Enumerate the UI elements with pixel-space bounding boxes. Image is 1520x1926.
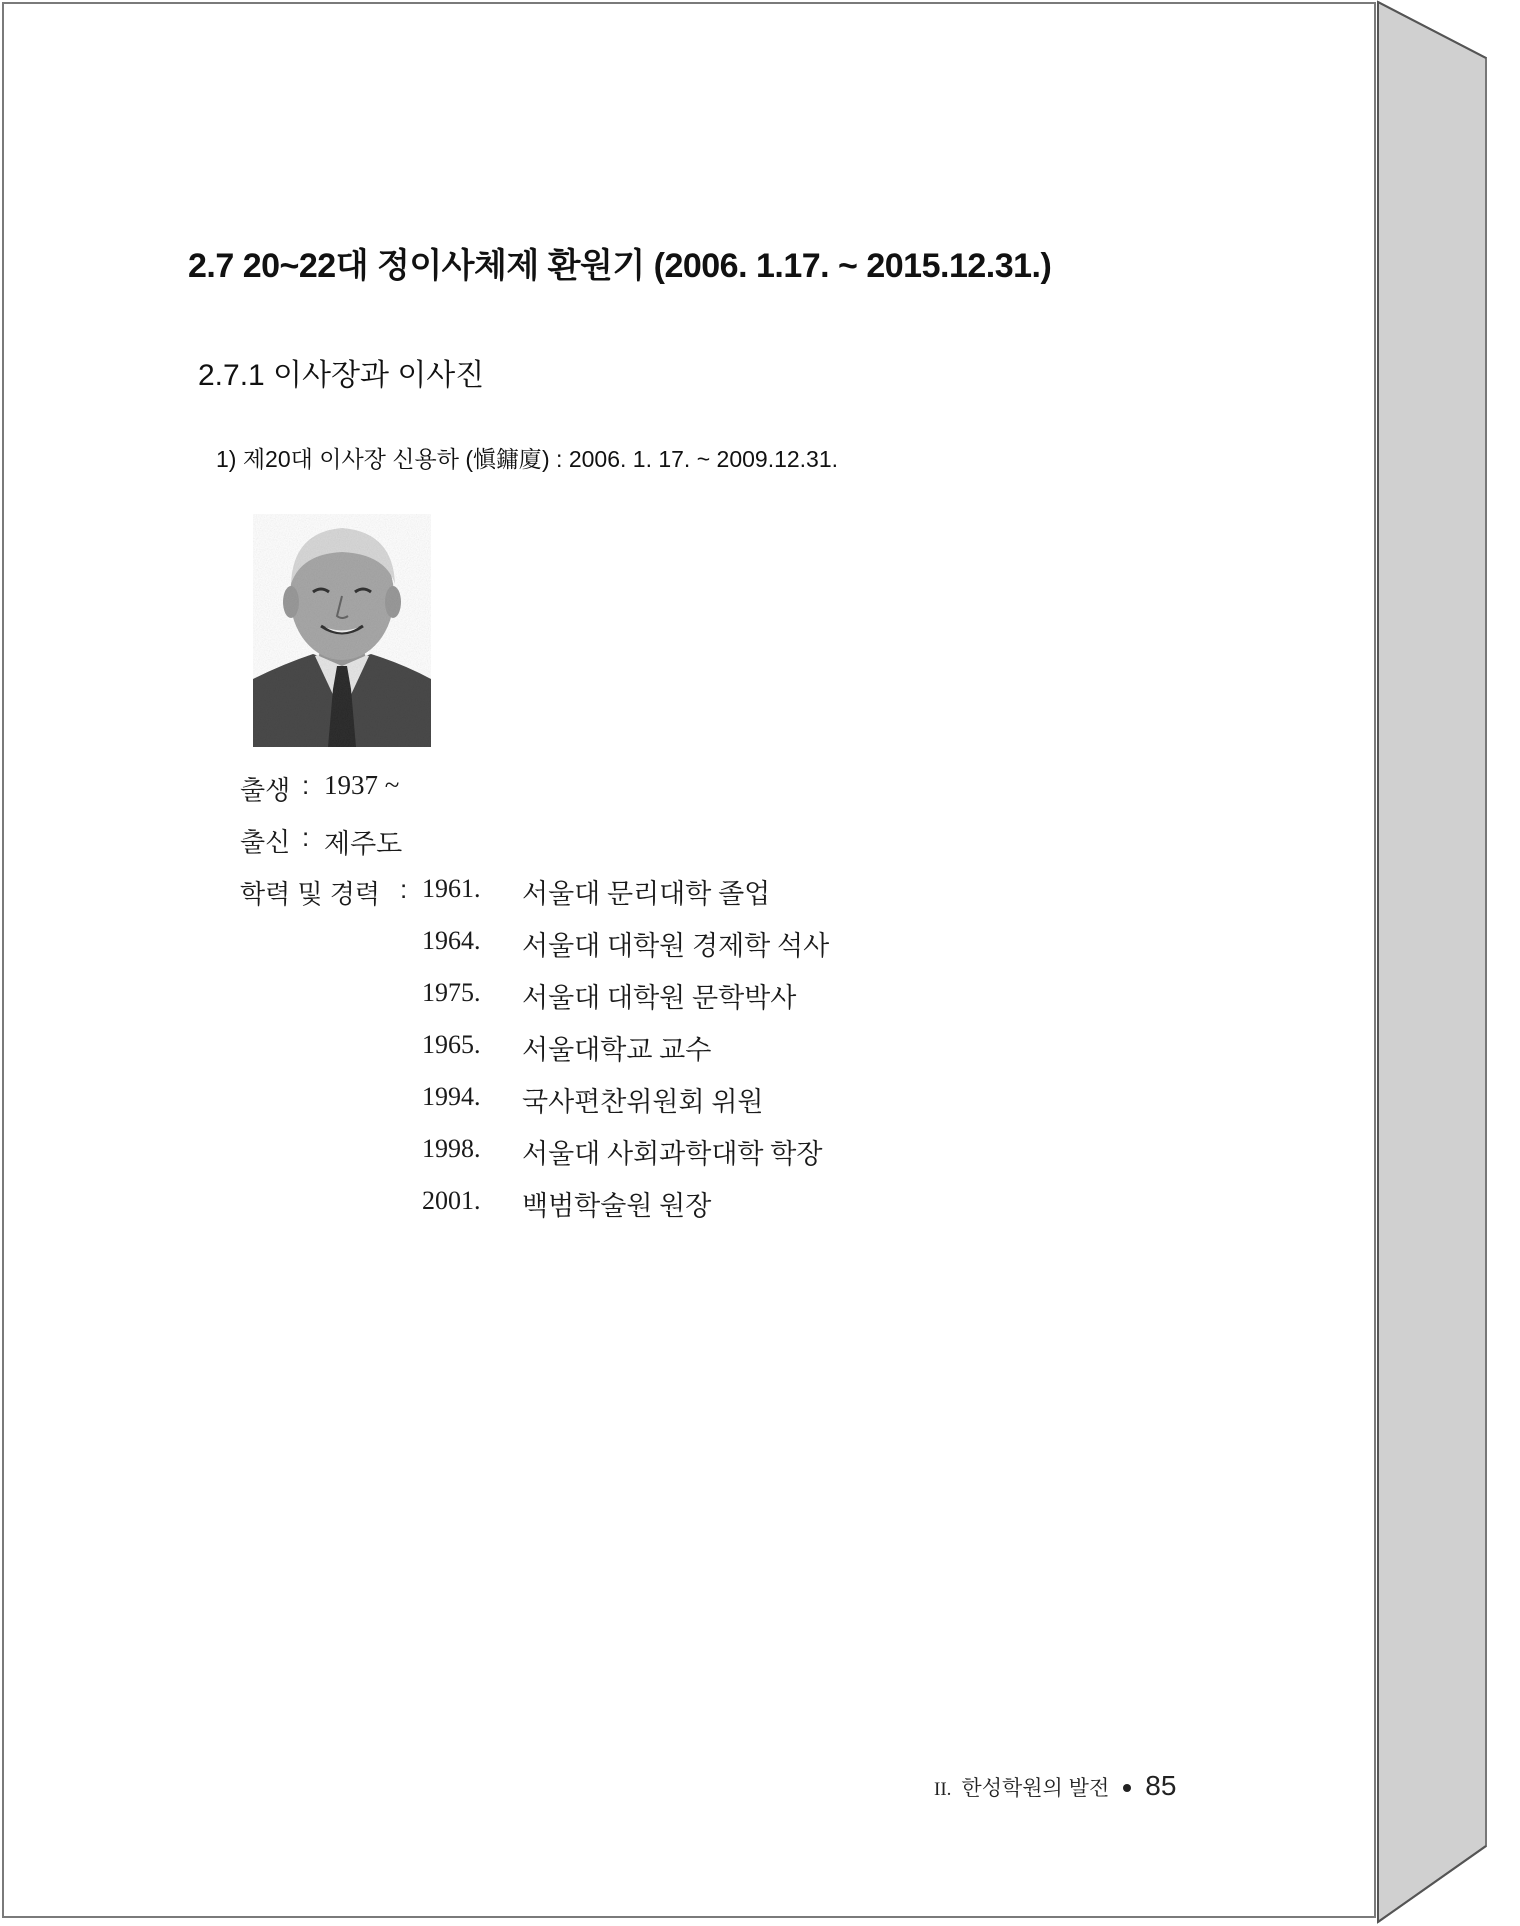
career-year: 1994. [422, 1082, 481, 1111]
career-desc: 서울대 사회과학대학 학장 [522, 1139, 823, 1169]
chairman-title: 1) 제20대 이사장 신용하 (愼鏞廈) : 2006. 1. 17. ~ 2009.12.31. [216, 446, 839, 472]
career-desc: 백범학술원 원장 [522, 1191, 712, 1221]
origin-colon: : [302, 822, 310, 852]
subsection-heading: 2.7.1 이사장과 이사진 [198, 359, 485, 392]
career-colon: : [400, 874, 408, 904]
career-year: 1965. [422, 1030, 481, 1059]
chapter-title: 한성학원의 발전 [961, 1777, 1110, 1800]
career-desc: 서울대학교 교수 [522, 1035, 712, 1065]
portrait-photo [253, 514, 431, 747]
section-heading: 2.7 20~22대 정이사체제 환원기 (2006. 1.17. ~ 2015.12.31.) [188, 247, 1052, 285]
career-desc: 서울대 대학원 경제학 석사 [522, 931, 830, 961]
career-desc: 서울대 대학원 문학박사 [522, 983, 797, 1013]
birth-value: 1937 ~ [324, 770, 400, 800]
career-year: 1964. [422, 926, 481, 955]
origin-value: 제주도 [324, 829, 403, 859]
career-year: 1961. [422, 874, 481, 903]
birth-colon: : [302, 770, 310, 800]
chapter-roman: II. [934, 1779, 952, 1800]
page-number: 85 [1145, 1770, 1177, 1801]
career-year: 1975. [422, 978, 481, 1007]
bullet-separator [1123, 1784, 1131, 1792]
career-label: 학력 및 경력 [240, 879, 381, 909]
birth-label: 출생 [240, 775, 291, 805]
career-year: 2001. [422, 1186, 481, 1215]
page-footer [934, 1770, 1176, 1802]
career-desc: 국사편찬위원회 위원 [522, 1087, 764, 1117]
career-year: 1998. [422, 1134, 481, 1163]
origin-label: 출신 [240, 827, 291, 857]
career-desc: 서울대 문리대학 졸업 [522, 879, 771, 909]
